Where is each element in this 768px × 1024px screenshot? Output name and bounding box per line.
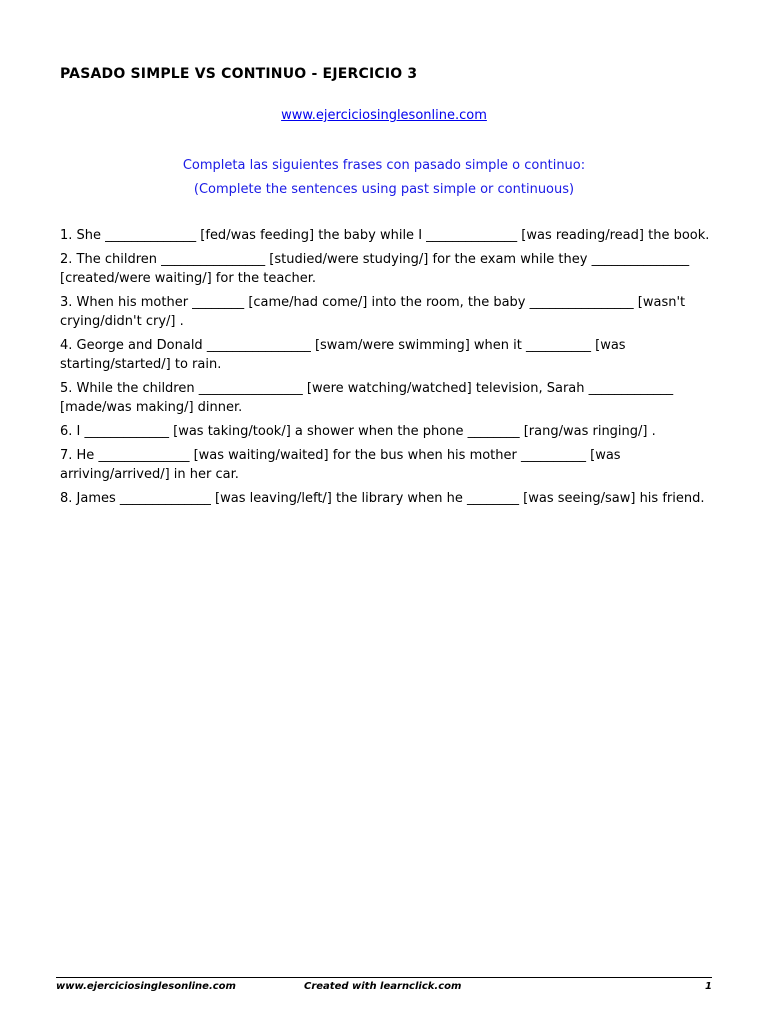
instructions: [0, 154, 768, 202]
exercise-item: 3. When his mother ________ [came/had come/] into the room, the baby ________________ [wasn't crying/didn't cry/] .: [60, 295, 686, 329]
exercise-item: 7. He ______________ [was waiting/waited] for the bus when his mother __________ [was arriving/arrived/] in her car.: [60, 448, 621, 482]
instructions-spanish: Completa las siguientes frases con pasado simple o continuo:: [182, 158, 586, 173]
footer-divider: [56, 977, 712, 978]
exercise-item: 8. James ______________ [was leaving/left/] the library when he ________ [was seeing/saw] his friend.: [60, 491, 705, 506]
exercise-item: 5. While the children ________________ [were watching/watched] television, Sarah _____________ [made/was making/] dinner.: [60, 381, 674, 415]
instructions-english: (Complete the sentences using past simple or continuous): [193, 182, 575, 197]
footer-credit: Created with learnclick.com: [304, 981, 462, 992]
footer-site: www.ejerciciosinglesonline.com: [56, 981, 236, 992]
exercise-item: 1. She ______________ [fed/was feeding] the baby while I ______________ [was reading/read] the book.: [60, 228, 710, 243]
page-title: PASADO SIMPLE VS CONTINUO - EJERCICIO 3: [60, 66, 418, 82]
page-number: 1: [705, 981, 712, 992]
site-link[interactable]: www.ejerciciosinglesonline.com: [281, 108, 487, 123]
exercise-item: 2. The children ________________ [studied/were studying/] for the exam while they _______________ [created/were waiting/] for the teacher.: [60, 252, 690, 286]
exercise-list: [60, 226, 710, 513]
exercise-item: 4. George and Donald ________________ [swam/were swimming] when it __________ [was starting/started/] to rain.: [60, 338, 626, 372]
exercise-item: 6. I _____________ [was taking/took/] a shower when the phone ________ [rang/was ringing/] .: [60, 424, 656, 439]
